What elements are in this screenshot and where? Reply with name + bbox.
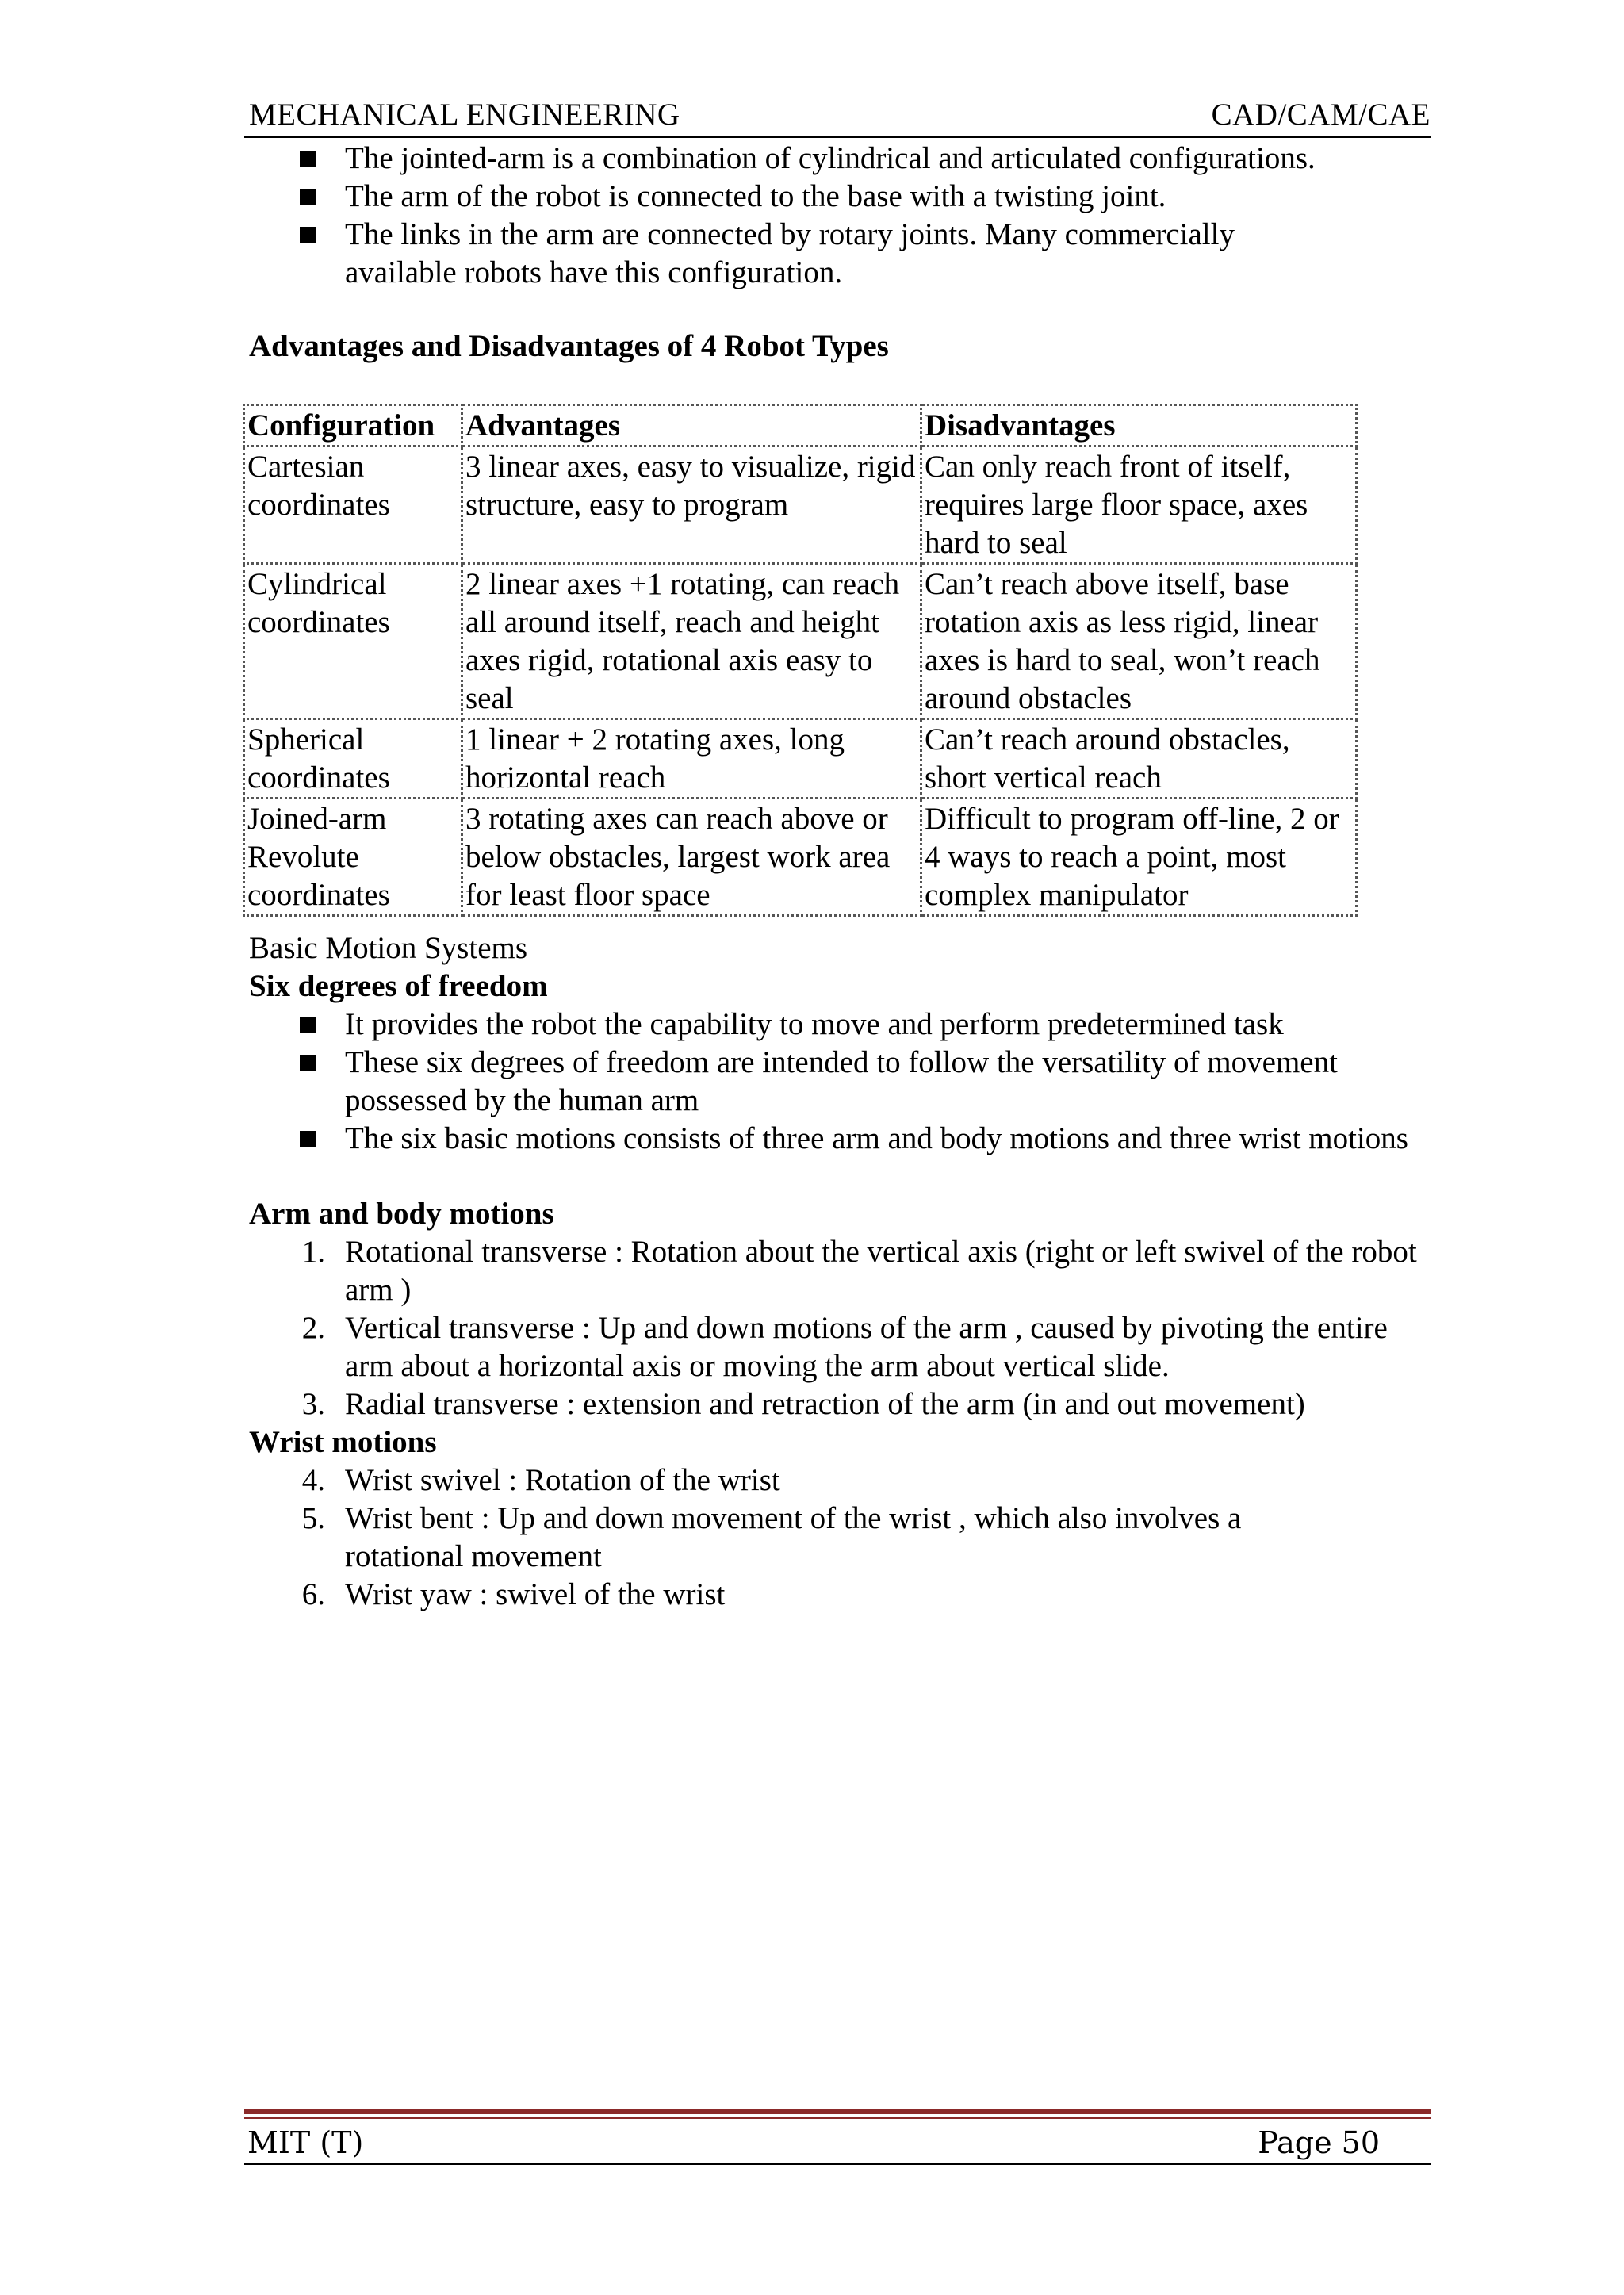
intro-bullet-list [293,140,1419,292]
column-header: Configuration [244,405,462,446]
list-item: 6. Wrist yaw : swivel of the wrist [301,1577,726,1611]
table-heading: Advantages and Disadvantages of 4 Robot Types [249,329,889,363]
list-item: 2. Vertical transverse : Up and down motions of the arm , caused by pivoting the entire arm about a horizontal axis or moving the arm about vertical slide. [301,1311,1388,1383]
six-dof-heading: Six degrees of freedom [249,969,548,1003]
table-cell: Can’t reach above itself, base rotation axis as less rigid, linear axes is hard to seal, won’t reach around obstacles [921,564,1357,719]
list-item: 1. Rotational transverse : Rotation about the vertical axis (right or left swivel of the robot arm ) [301,1235,1417,1307]
footer-bottom-rule [244,2163,1431,2165]
six-dof-bullet-list [293,1006,1419,1158]
list-item: 3. Radial transverse : extension and retraction of the arm (in and out movement) [301,1387,1305,1421]
table-row [244,719,1357,799]
bullet-square-icon [300,189,316,205]
column-header: Disadvantages [921,405,1357,446]
table-cell: Joined-arm Revolute coordinates [244,799,462,916]
wrist-motions-list [293,1462,1419,1614]
list-item: The links in the arm are connected by rotary joints. Many commercially available robots have this configuration. [293,216,1419,292]
arm-motions-list [293,1233,1419,1423]
header-rule [244,136,1431,138]
table-cell: 3 rotating axes can reach above or below obstacles, largest work area for least floor space [462,799,921,916]
column-header: Advantages [462,405,921,446]
list-item: The six basic motions consists of three arm and body motions and three wrist motions [293,1120,1419,1158]
table-header-row [244,405,1357,446]
bullet-square-icon [300,1055,316,1071]
list-item: The arm of the robot is connected to the base with a twisting joint. [293,178,1419,216]
table-cell: 3 linear axes, easy to visualize, rigid structure, easy to program [462,446,921,564]
table-cell: Cartesian coordinates [244,446,462,564]
page-number: Page 50 [1258,2125,1380,2160]
list-item: It provides the robot the capability to move and perform predetermined task [293,1006,1419,1044]
bullet-square-icon [300,151,316,167]
bullet-square-icon [300,1131,316,1147]
list-item: 5. Wrist bent : Up and down movement of the wrist , which also involves a rotational movement [301,1501,1242,1573]
wrist-motions-heading: Wrist motions [249,1425,437,1459]
table-row [244,564,1357,719]
table-cell: Cylindrical coordinates [244,564,462,719]
table-cell: Difficult to program off-line, 2 or 4 ways to reach a point, most complex manipulator [921,799,1357,916]
footer-rule-thin [244,2117,1431,2119]
header-right: CAD/CAM/CAE [1211,98,1431,132]
bullet-square-icon [300,1017,316,1033]
table-cell: 2 linear axes +1 rotating, can reach all around itself, reach and height axes rigid, rotational axis easy to seal [462,564,921,719]
table-cell: 1 linear + 2 rotating axes, long horizontal reach [462,719,921,799]
table-row [244,799,1357,916]
arm-motions-heading: Arm and body motions [249,1197,554,1231]
list-item: These six degrees of freedom are intended to follow the versatility of movement possessed by the human arm [293,1044,1419,1120]
robot-types-table [243,404,1358,917]
list-item: 4. Wrist swivel : Rotation of the wrist [301,1463,780,1497]
table-row [244,446,1357,564]
footer-left: MIT (T) [247,2125,364,2160]
bullet-square-icon [300,227,316,243]
header-left: MECHANICAL ENGINEERING [249,98,680,132]
footer-rule-thick [244,2109,1431,2114]
table-cell: Can’t reach around obstacles, short vertical reach [921,719,1357,799]
table-cell: Can only reach front of itself, requires large floor space, axes hard to seal [921,446,1357,564]
table-cell: Spherical coordinates [244,719,462,799]
list-item: The jointed-arm is a combination of cylindrical and articulated configurations. [293,140,1419,178]
basic-motion-title: Basic Motion Systems [249,931,528,965]
